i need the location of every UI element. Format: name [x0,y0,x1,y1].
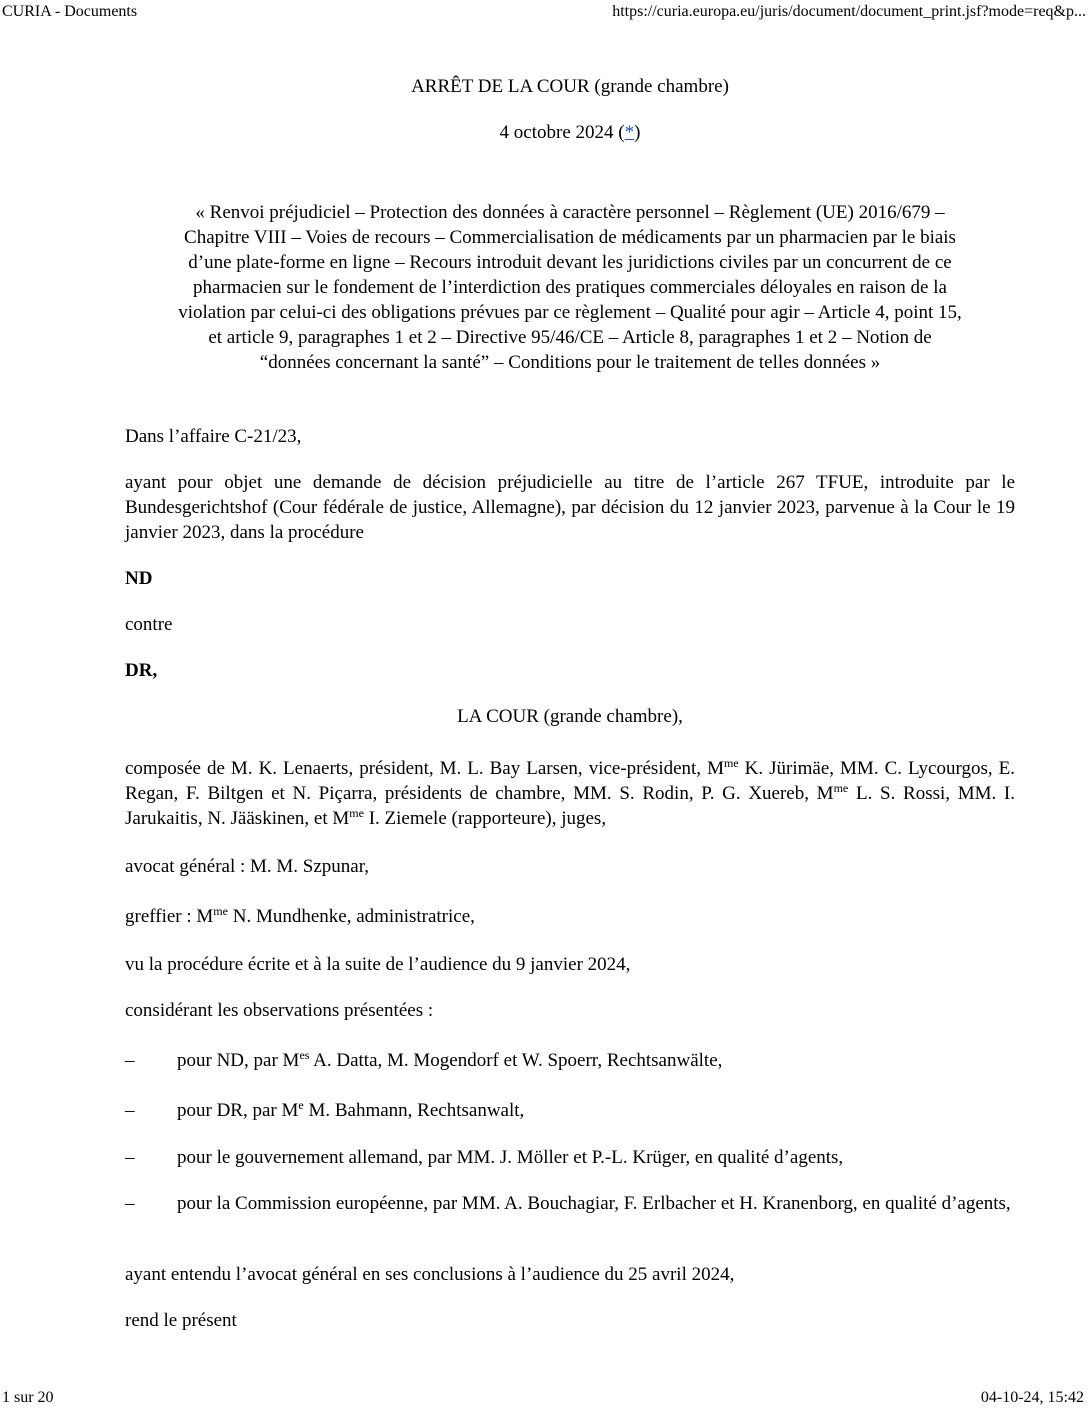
keywords-line: “données concernant la santé” – Conditions pour le traitement de telles données » [259,352,881,373]
party-applicant: ND [125,568,153,589]
court-composition: composée de M. K. Lenaerts, président, M. L. Bay Larsen, vice-président, $M^{me}$ K. Jürimäe, MM. C. Lycourgos, E. Regan, F. Biltgen et N. Piçarra, présidents de chambre, MM. S. Rodin, P. G. Xuereb, $M^{me}$ L. S. Rossi, MM. I. Jarukaitis, N. Jääskinen, et $M^{me}$ I. Ziemele (rapporteure), juges, [125,756,1016,829]
observation-item: – pour la Commission européenne, par MM. A. Bouchagiar, F. Erlbacher et H. Kranenborg, en qualité d’agents, [125,1193,1011,1214]
keywords-block [125,200,1015,375]
print-datetime: 04-10-24, 15:42 [980,1389,1084,1406]
observations-intro: considérant les observations présentées : [125,1000,434,1021]
dash-bullet: – [125,1050,135,1071]
footnote-star-link[interactable]: * [624,122,635,143]
judgment-heading: ARRÊT DE LA COUR (grande chambre) [411,76,729,97]
closing-line: rend le présent [125,1310,237,1331]
page-url: https://curia.europa.eu/juris/document/document_print.jsf?mode=req&p... [612,3,1086,20]
keywords-line: Chapitre VIII – Voies de recours – Commercialisation de médicaments par un pharmacien par le biais [184,227,956,248]
written-procedure: vu la procédure écrite et à la suite de l’audience du 9 janvier 2024, [125,954,631,975]
date-open-paren: ( [618,122,625,143]
court-formation: LA COUR (grande chambre), [457,706,683,727]
keywords-line: pharmacien sur le fondement de l’interdiction des pratiques commerciales déloyales en raison de la [193,277,947,298]
reference-object: ayant pour objet une demande de décision préjudicielle au titre de l’article 267 TFUE, introduite par le Bundesgerichtshof (Cour fédérale de justice, Allemagne), par décision du 12 janvier 2023, parvenue à la Cour le 19 janvier 2023, dans la procédure [125,472,1015,543]
case-number: Dans l’affaire C-21/23, [125,426,302,447]
date-close-paren: ) [634,122,641,143]
browser-title: CURIA - Documents [2,3,138,20]
observation-item: – pour DR, par Me M. Bahmann, Rechtsanwalt, [125,1098,525,1121]
versus-label: contre [125,614,173,635]
page-counter: 1 sur 20 [2,1389,54,1406]
keywords-line: et article 9, paragraphes 1 et 2 – Directive 95/46/CE – Article 8, paragraphes 1 et 2 – Notion de [208,327,932,348]
conclusions-line: ayant entendu l’avocat général en ses conclusions à l’audience du 25 avril 2024, [125,1264,735,1285]
registrar: greffier : $M^{me}$ N. Mundhenke, administratrice, [125,904,475,927]
keywords-line: « Renvoi préjudiciel – Protection des données à caractère personnel – Règlement (UE) 2016/679 – [195,202,945,223]
dash-bullet: – [125,1100,135,1121]
date-text: 4 octobre 2024 [499,122,614,143]
dash-bullet: – [125,1193,135,1214]
observation-item: – pour ND, par $M^{es}$ A. Datta, M. Mogendorf et W. Spoerr, Rechtsanwälte, [125,1048,723,1071]
judgment-date [125,120,1015,145]
dash-bullet: – [125,1147,135,1168]
party-defendant: DR, [125,660,158,681]
advocate-general: avocat général : M. M. Szpunar, [125,856,370,877]
keywords-line: violation par celui-ci des obligations prévues par ce règlement – Qualité pour agir – Article 4, point 15, [178,302,962,323]
keywords-line: d’une plate-forme en ligne – Recours introduit devant les juridictions civiles par un concurrent de ce [188,252,952,273]
observation-item: – pour le gouvernement allemand, par MM. J. Möller et P.-L. Krüger, en qualité d’agents, [125,1147,844,1168]
